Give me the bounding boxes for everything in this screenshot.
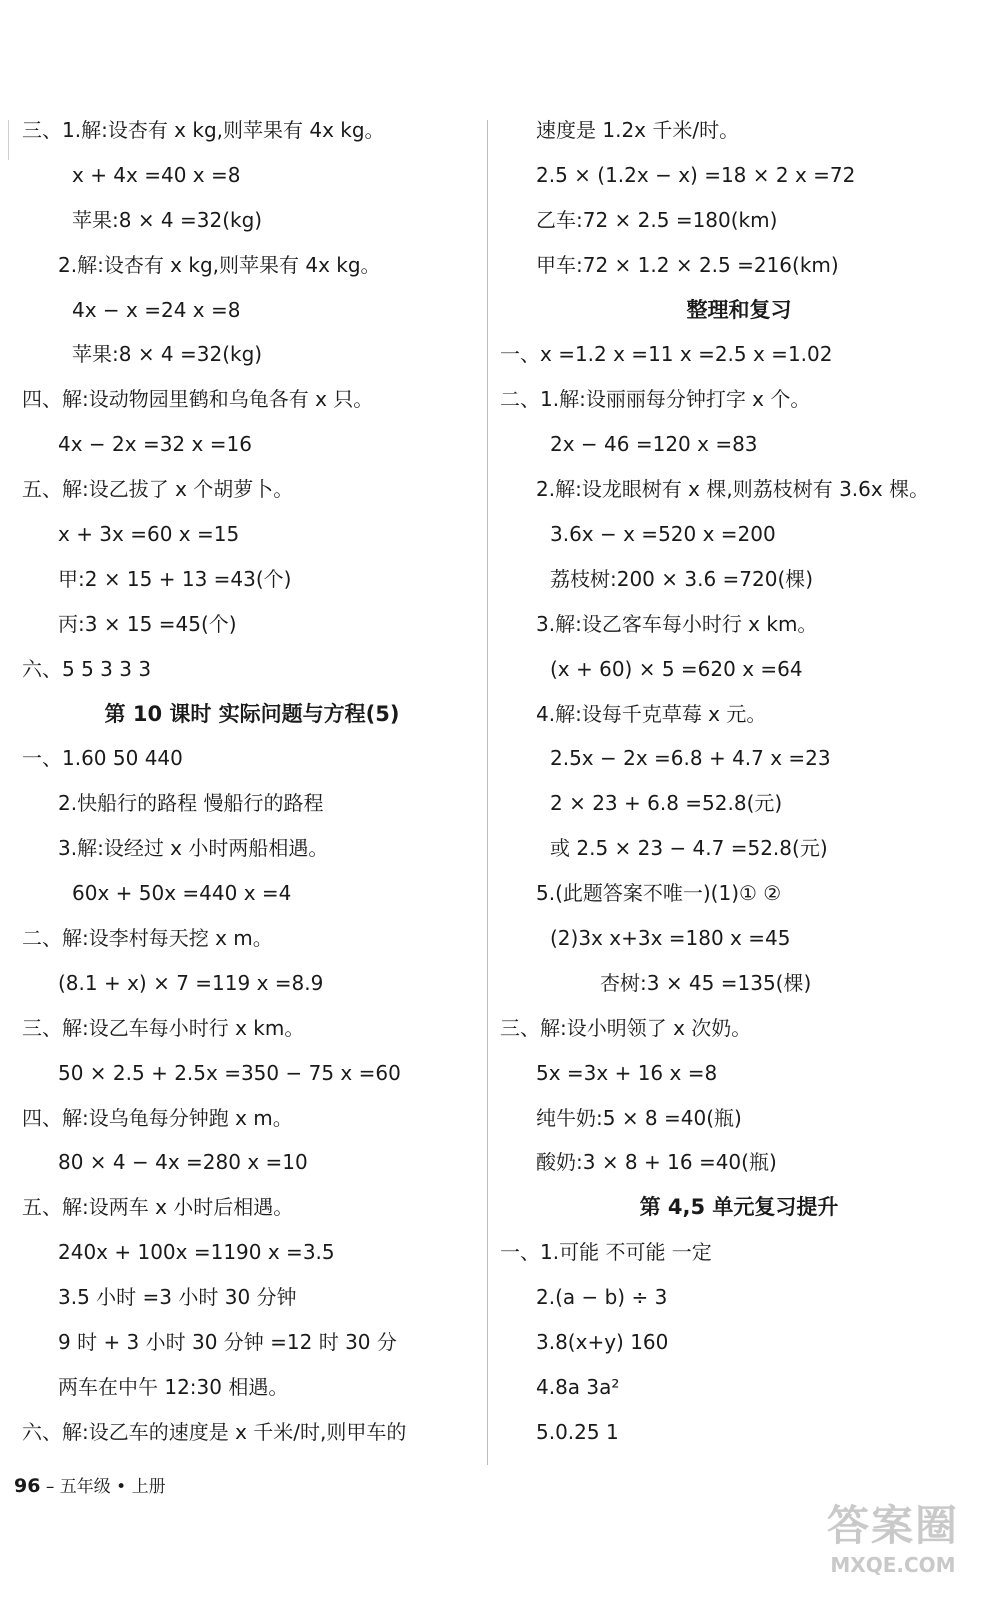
grade-label: 五年级 • 上册 — [59, 1477, 166, 1497]
answer-line: 2x − 46 =120 x =83 — [550, 432, 758, 457]
answer-line: 两车在中午 12:30 相遇。 — [58, 1374, 289, 1399]
edge-mark — [8, 120, 9, 160]
answer-line: 杏树:3 × 45 =135(棵) — [600, 970, 812, 995]
section-heading: 第 10 课时 实际问题与方程(5) — [104, 701, 400, 726]
answer-line: 5.(此题答案不唯一)(1)① ② — [536, 881, 782, 906]
answer-line: (2)3x x+3x =180 x =45 — [550, 926, 791, 951]
answer-line: 4x − 2x =32 x =16 — [58, 432, 252, 457]
answer-line: 5x =3x + 16 x =8 — [536, 1060, 718, 1085]
answer-line: 3.6x − x =520 x =200 — [550, 522, 776, 547]
right-column — [500, 108, 978, 1455]
answer-line: 3.解:设经过 x 小时两船相遇。 — [58, 836, 329, 861]
answer-line: (8.1 + x) × 7 =119 x =8.9 — [58, 970, 324, 995]
page-number: 96 — [14, 1475, 41, 1497]
column-divider — [487, 120, 488, 1465]
answer-line: 3.解:设乙客车每小时行 x km。 — [536, 611, 818, 636]
answer-line: 酸奶:3 × 8 + 16 =40(瓶) — [536, 1150, 777, 1175]
watermark — [808, 1500, 978, 1590]
answer-line: 4x − x =24 x =8 — [72, 297, 241, 322]
answer-line: 50 × 2.5 + 2.5x =350 − 75 x =60 — [58, 1060, 401, 1085]
answer-line: 四、解:设乌龟每分钟跑 x m。 — [22, 1105, 293, 1130]
answer-line: 苹果:8 × 4 =32(kg) — [72, 207, 263, 232]
answer-line: 一、1.可能 不可能 一定 — [500, 1240, 712, 1265]
answer-line: 三、解:设小明领了 x 次奶。 — [500, 1015, 752, 1040]
answer-line: 三、解:设乙车每小时行 x km。 — [22, 1015, 305, 1040]
answer-line: 苹果:8 × 4 =32(kg) — [72, 342, 263, 367]
answer-line: 甲车:72 × 1.2 × 2.5 =216(km) — [536, 252, 839, 277]
answer-line: (x + 60) × 5 =620 x =64 — [550, 656, 803, 681]
answer-line: 4.解:设每千克草莓 x 元。 — [536, 701, 767, 726]
answer-line: 80 × 4 − 4x =280 x =10 — [58, 1150, 308, 1175]
answer-line: x + 4x =40 x =8 — [72, 162, 241, 187]
answer-line: 甲:2 × 15 + 13 =43(个) — [58, 566, 292, 591]
answer-line: 3.8(x+y) 160 — [536, 1330, 669, 1355]
left-column — [22, 108, 482, 1455]
answer-line: 丙:3 × 15 =45(个) — [58, 611, 237, 636]
answer-line: 速度是 1.2x 千米/时。 — [536, 118, 740, 142]
answer-line: 4.8a 3a² — [536, 1374, 620, 1399]
answer-line: x + 3x =60 x =15 — [58, 522, 240, 547]
footer-dash: – — [45, 1477, 55, 1497]
page-footer — [14, 1472, 166, 1497]
answer-line: 2.(a − b) ÷ 3 — [536, 1285, 668, 1310]
answer-line: 乙车:72 × 2.5 =180(km) — [536, 207, 778, 232]
answer-line: 2.解:设杏有 x kg,则苹果有 4x kg。 — [58, 252, 381, 277]
answer-line: 3.5 小时 =3 小时 30 分钟 — [58, 1285, 297, 1310]
answer-line: 四、解:设动物园里鹤和乌龟各有 x 只。 — [22, 387, 374, 412]
answer-line: 六、5 5 3 3 3 — [22, 656, 152, 681]
watermark-site: MXQE.COM — [830, 1553, 956, 1577]
answer-line: 一、1.60 50 440 — [22, 746, 183, 771]
answer-line: 9 时 + 3 小时 30 分钟 =12 时 30 分 — [58, 1330, 397, 1355]
section-heading: 第 4,5 单元复习提升 — [639, 1195, 839, 1220]
section-heading: 整理和复习 — [686, 297, 792, 322]
answer-line: 五、解:设两车 x 小时后相遇。 — [22, 1195, 294, 1220]
answer-line: 2.5 × (1.2x − x) =18 × 2 x =72 — [536, 162, 856, 187]
answer-line: 2 × 23 + 6.8 =52.8(元) — [550, 791, 783, 816]
answer-line: 六、解:设乙车的速度是 x 千米/时,则甲车的 — [22, 1419, 407, 1444]
answer-line: 2.5x − 2x =6.8 + 4.7 x =23 — [550, 746, 831, 771]
answer-line: 一、x =1.2 x =11 x =2.5 x =1.02 — [500, 342, 833, 367]
watermark-logo: 答案圈 — [826, 1501, 959, 1550]
answer-line: 或 2.5 × 23 − 4.7 =52.8(元) — [550, 836, 828, 861]
answer-line: 二、解:设李村每天挖 x m。 — [22, 926, 273, 951]
answer-line: 纯牛奶:5 × 8 =40(瓶) — [536, 1105, 742, 1130]
answer-line: 五、解:设乙拔了 x 个胡萝卜。 — [22, 477, 294, 502]
answer-line: 二、1.解:设丽丽每分钟打字 x 个。 — [500, 387, 811, 412]
answer-line: 2.解:设龙眼树有 x 棵,则荔枝树有 3.6x 棵。 — [536, 477, 930, 502]
answer-line: 2.快船行的路程 慢船行的路程 — [58, 791, 324, 816]
answer-line: 240x + 100x =1190 x =3.5 — [58, 1240, 335, 1265]
answer-line: 60x + 50x =440 x =4 — [72, 881, 292, 906]
answer-line: 5.0.25 1 — [536, 1419, 619, 1444]
answer-line: 三、1.解:设杏有 x kg,则苹果有 4x kg。 — [22, 118, 385, 142]
answer-line: 荔枝树:200 × 3.6 =720(棵) — [550, 566, 814, 591]
